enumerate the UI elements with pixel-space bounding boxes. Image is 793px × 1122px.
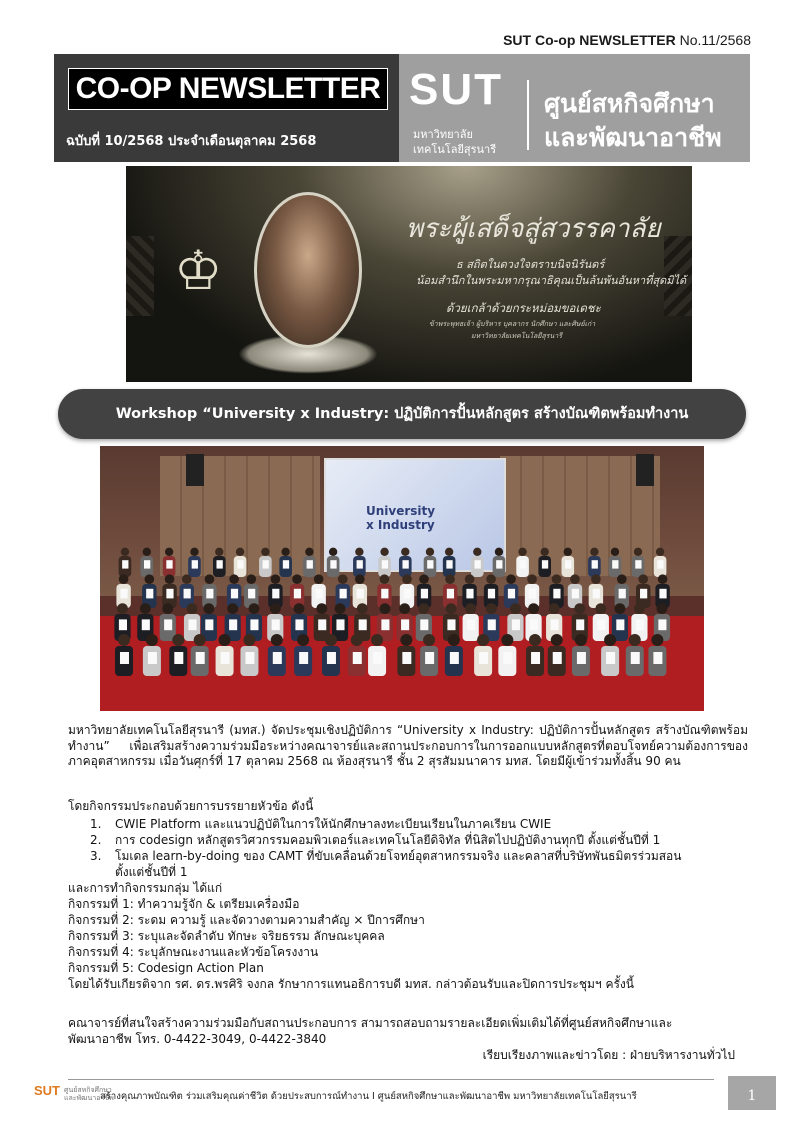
participant-head <box>518 548 526 556</box>
university-name-line2: เทคโนโลยีสุรนารี <box>413 143 497 156</box>
participant-paper <box>221 652 230 664</box>
activity-item: กิจกรรมที่ 4: ระบุลักษณะงานและหัวข้อโครงงาน <box>68 945 319 959</box>
banner-divider <box>527 80 529 150</box>
participant-head <box>617 574 627 584</box>
participant-head <box>355 548 363 556</box>
participant-head <box>552 574 562 584</box>
participant-paper <box>307 560 313 568</box>
memorial-line1: ธ สถิตในดวงใจตราบนิจนิรันดร์ <box>456 258 605 271</box>
participant-head <box>495 548 503 556</box>
participant-paper <box>606 652 615 664</box>
participant-paper <box>512 619 520 630</box>
participant-paper <box>636 619 644 630</box>
participant-paper <box>653 652 662 664</box>
participant-paper <box>488 619 496 630</box>
footer-divider <box>68 1079 714 1080</box>
participant-paper <box>357 560 363 568</box>
participant-head <box>445 574 455 584</box>
participant-paper <box>237 560 243 568</box>
participant-paper <box>529 589 536 599</box>
participant-head <box>140 603 151 614</box>
participant-paper <box>542 560 548 568</box>
participant-paper <box>120 652 129 664</box>
header-banner <box>54 54 750 162</box>
participant-head <box>575 634 587 646</box>
activities-intro: และการทำกิจกรรมกลุ่ม ได้แก่ <box>68 881 223 895</box>
memorial-line4: ข้าพระพุทธเจ้า ผู้บริหาร บุคลากร นักศึกษา และศิษย์เก่า <box>429 320 596 328</box>
participant-head <box>329 548 337 556</box>
participant-head <box>486 574 496 584</box>
participant-paper <box>592 560 598 568</box>
participant-head <box>316 603 327 614</box>
participant-paper <box>467 619 475 630</box>
participant-head <box>448 634 460 646</box>
participant-paper <box>144 560 150 568</box>
participant-paper <box>640 589 647 599</box>
participant-paper <box>283 560 289 568</box>
participant-paper <box>447 589 454 599</box>
participant-head <box>445 548 453 556</box>
participant-paper <box>404 589 411 599</box>
participant-head <box>418 603 429 614</box>
participant-paper <box>166 560 172 568</box>
participant-paper <box>330 560 336 568</box>
participant-paper <box>188 619 196 630</box>
participant-paper <box>447 619 455 630</box>
participant-head <box>236 548 244 556</box>
participant-head <box>549 603 560 614</box>
participant-head <box>146 634 158 646</box>
participant-head <box>119 574 129 584</box>
participant-head <box>401 548 409 556</box>
participant-head <box>528 603 539 614</box>
participant-paper <box>359 619 367 630</box>
screen-title-line1: University <box>366 504 436 518</box>
participant-paper <box>142 619 150 630</box>
participant-head <box>604 634 616 646</box>
participant-paper <box>616 619 624 630</box>
participant-head <box>426 548 434 556</box>
participant-paper <box>446 560 452 568</box>
news-credit: เรียบเรียงภาพและข่าวโดย : ฝ่ายบริหารงานทั่วไป <box>482 1048 735 1062</box>
participant-head <box>529 634 541 646</box>
participant-head <box>357 603 368 614</box>
participant-head <box>634 603 645 614</box>
participant-paper <box>336 619 344 630</box>
participant-head <box>351 634 363 646</box>
newsletter-label: SUT Co-op NEWSLETTER <box>503 32 676 48</box>
participant-paper <box>402 652 411 664</box>
participant-paper <box>327 652 336 664</box>
topic-item: CWIE Platform และแนวปฏิบัติในการให้นักศึกษาลงทะเบียนเรียนในภาคเรียน CWIE <box>115 817 552 831</box>
participant-paper <box>401 619 409 630</box>
participant-head <box>371 634 383 646</box>
participant-head <box>187 603 198 614</box>
participant-head <box>477 634 489 646</box>
participant-head <box>121 548 129 556</box>
participant-paper <box>612 560 618 568</box>
participant-paper <box>520 560 526 568</box>
participant-paper <box>479 652 488 664</box>
center-name-line1: ศูนย์สหกิจศึกษา <box>544 89 715 118</box>
participant-paper <box>164 619 172 630</box>
participant-head <box>629 634 641 646</box>
participant-paper <box>577 652 586 664</box>
banner-left-panel <box>54 54 399 162</box>
royal-portrait <box>254 192 362 348</box>
participant-head <box>203 603 214 614</box>
screen-title-line2: x Industry <box>366 518 435 532</box>
issue-line: ฉบับที่ 10/2568 ประจำเดือนตุลาคม 2568 <box>66 134 317 149</box>
participant-head <box>651 634 663 646</box>
participant-paper <box>631 652 640 664</box>
participant-paper <box>245 652 254 664</box>
participant-paper <box>294 589 301 599</box>
participant-head <box>506 574 516 584</box>
participant-head <box>338 574 348 584</box>
participant-head <box>419 574 429 584</box>
participant-head <box>473 548 481 556</box>
topic-item: การ codesign หลักสูตรวิศวกรรมคอมพิวเตอร์และเทคโนโลยีดิจิทัล ที่นิสิตไปปฏิบัติงานทุกปี ตั้งแต่ชั้นปีที่ 1 <box>115 833 661 847</box>
participant-paper <box>263 560 269 568</box>
participant-head <box>297 634 309 646</box>
newsletter-number-label <box>503 32 751 48</box>
participant-paper <box>553 589 560 599</box>
topic-item: โมเดล learn-by-doing ของ CAMT ที่ขับเคลื่อนด้วยโจทย์อุตสาหกรรมจริง และคลาสที่บริษัทพันธมิตรร่วมสอน <box>115 849 682 863</box>
participant-paper <box>273 652 282 664</box>
group-photo <box>100 446 704 711</box>
crowd-of-participants <box>110 526 694 684</box>
participant-paper <box>184 589 191 599</box>
participant-paper <box>166 589 173 599</box>
participant-paper <box>122 560 128 568</box>
participant-head <box>172 634 184 646</box>
memorial-line5: มหาวิทยาลัยเทคโนโลยีสุรนารี <box>471 332 563 340</box>
royal-emblem-icon: ♔ <box>174 239 223 302</box>
participant-head <box>590 548 598 556</box>
participant-paper <box>503 652 512 664</box>
activity-item: กิจกรรมที่ 3: ระบุและจัดลำดับ ทักษะ จริยธรรม ลักษณะบุคคล <box>68 929 385 943</box>
participant-head <box>335 603 346 614</box>
participant-head <box>118 634 130 646</box>
participant-head <box>292 574 302 584</box>
participant-paper <box>593 589 600 599</box>
decorative-pattern-left <box>126 236 154 316</box>
participant-head <box>614 603 625 614</box>
participant-head <box>591 574 601 584</box>
participant-paper <box>450 652 459 664</box>
participant-paper <box>382 560 388 568</box>
participant-head <box>219 634 231 646</box>
participant-head <box>205 574 215 584</box>
participant-paper <box>466 589 473 599</box>
participant-head <box>380 574 390 584</box>
participant-paper <box>659 589 666 599</box>
participant-head <box>246 574 256 584</box>
participant-head <box>194 634 206 646</box>
participant-paper <box>295 619 303 630</box>
participant-paper <box>427 560 433 568</box>
participant-paper <box>425 652 434 664</box>
topic-number: 3. <box>90 849 102 863</box>
participant-head <box>243 634 255 646</box>
memorial-line3: ด้วยเกล้าด้วยกระหม่อมขอเดชะ <box>446 301 601 315</box>
participant-head <box>355 574 365 584</box>
participant-head <box>402 574 412 584</box>
participant-head <box>190 548 198 556</box>
participant-head <box>294 603 305 614</box>
participant-paper <box>318 619 326 630</box>
participant-head <box>325 634 337 646</box>
topic-item-continued: ตั้งแต่ชั้นปีที่ 1 <box>115 865 188 879</box>
participant-head <box>551 634 563 646</box>
participant-paper <box>272 619 280 630</box>
participant-head <box>380 548 388 556</box>
participant-head <box>400 634 412 646</box>
participant-head <box>261 548 269 556</box>
participant-paper <box>381 619 389 630</box>
participant-head <box>465 574 475 584</box>
participant-head <box>465 603 476 614</box>
activity-item: กิจกรรมที่ 2: ระดม ความรู้ และจัดวางตามความสำคัญ × ปีการศึกษา <box>68 913 425 927</box>
participant-head <box>162 603 173 614</box>
participant-head <box>638 574 648 584</box>
participant-paper <box>658 619 666 630</box>
participant-head <box>270 603 281 614</box>
workshop-title: Workshop “University x Industry: ปฏิบัติการปั้นหลักสูตร สร้างบัณฑิตพร้อมทำงาน <box>58 389 746 439</box>
participant-paper <box>148 652 157 664</box>
participant-head <box>574 603 585 614</box>
participant-paper <box>174 652 183 664</box>
participant-paper <box>553 652 562 664</box>
participant-head <box>305 548 313 556</box>
participant-paper <box>299 652 308 664</box>
participant-head <box>229 574 239 584</box>
participant-head <box>182 574 192 584</box>
footer-logo-subtitle: ศูนย์สหกิจศึกษาและพัฒนาอาชีพ <box>64 1086 114 1102</box>
participant-head <box>145 574 155 584</box>
memorial-line2: น้อมสำนึกในพระมหากรุณาธิคุณเป็นล้นพ้นอันหาที่สุดมิได้ <box>416 274 687 287</box>
participant-paper <box>597 619 605 630</box>
participant-paper <box>119 619 127 630</box>
participant-paper <box>572 589 579 599</box>
participant-paper <box>216 560 222 568</box>
participant-head <box>541 548 549 556</box>
memorial-image <box>126 166 692 382</box>
sut-logo: SUT <box>409 65 503 114</box>
newsletter-number: No.11/2568 <box>679 32 751 48</box>
participant-head <box>165 574 175 584</box>
participant-head <box>423 634 435 646</box>
participant-paper <box>340 589 347 599</box>
participant-paper <box>120 589 127 599</box>
participant-paper <box>206 589 213 599</box>
participant-head <box>215 548 223 556</box>
participant-head <box>657 603 668 614</box>
activity-item: กิจกรรมที่ 1: ทำความรู้จัก & เตรียมเครื่องมือ <box>68 897 300 911</box>
participant-head <box>249 603 260 614</box>
closing-sentence: โดยได้รับเกียรติจาก รศ. ดร.พรศิริ จงกล รักษาการแทนอธิการบดี มทส. กล่าวต้อนรับและปิดการประชุมฯ ครั้งนี้ <box>68 977 634 991</box>
participant-paper <box>402 560 408 568</box>
page-number: 1 <box>728 1076 776 1110</box>
participant-paper <box>657 560 663 568</box>
participant-head <box>117 603 128 614</box>
participant-paper <box>576 619 584 630</box>
contact-line2: พัฒนาอาชีพ โทร. 0-4422-3049, 0-4422-3840 <box>68 1032 327 1046</box>
participant-head <box>501 634 513 646</box>
participant-head <box>380 603 391 614</box>
banner-title: CO-OP NEWSLETTER <box>68 68 388 110</box>
banner-right-panel <box>399 54 750 162</box>
participant-head <box>527 574 537 584</box>
participant-paper <box>420 619 428 630</box>
participant-head <box>165 548 173 556</box>
participant-head <box>446 603 457 614</box>
participant-paper <box>248 589 255 599</box>
participant-paper <box>508 589 515 599</box>
participant-head <box>314 574 324 584</box>
participant-paper <box>530 619 538 630</box>
participant-head <box>634 548 642 556</box>
participant-paper <box>381 589 388 599</box>
participant-paper <box>272 589 279 599</box>
participant-paper <box>205 619 213 630</box>
participant-paper <box>231 589 238 599</box>
participant-paper <box>531 652 540 664</box>
participant-head <box>281 548 289 556</box>
participant-head <box>656 548 664 556</box>
participant-head <box>570 574 580 584</box>
participant-paper <box>373 652 382 664</box>
participant-head <box>564 548 572 556</box>
participant-paper <box>619 589 626 599</box>
topic-number: 2. <box>90 833 102 847</box>
contact-line1: คณาจารย์ที่สนใจสร้างความร่วมมือกับสถานประกอบการ สามารถสอบถามรายละเอียดเพิ่มเติมได้ที่ศูนย์สหกิจศึกษาและ <box>68 1016 673 1030</box>
participant-paper <box>496 560 502 568</box>
speaker-right <box>636 454 654 486</box>
participant-paper <box>551 619 559 630</box>
participant-paper <box>146 589 153 599</box>
participant-head <box>486 603 497 614</box>
participant-paper <box>250 619 258 630</box>
participant-head <box>271 574 281 584</box>
participant-head <box>143 548 151 556</box>
participant-head <box>611 548 619 556</box>
participant-paper <box>192 560 198 568</box>
participant-paper <box>357 589 364 599</box>
participant-head <box>271 634 283 646</box>
memorial-title: พระผู้เสด็จสู่สวรรคาลัย <box>406 214 661 244</box>
participant-paper <box>565 560 571 568</box>
activity-item: กิจกรรมที่ 5: Codesign Action Plan <box>68 961 264 975</box>
participant-head <box>510 603 521 614</box>
footer-sut-logo: SUT <box>34 1083 60 1098</box>
footer-tagline: สร้างคุณภาพบัณฑิต ร่วมเสริมคุณค่าชีวิต ด้วยประสบการณ์ทำงาน I ศูนย์สหกิจศึกษาและพัฒนาอาชีพ มหาวิทยาลัยเทคโนโลยีสุรนารี <box>100 1091 637 1102</box>
participant-paper <box>635 560 641 568</box>
topic-number: 1. <box>90 817 102 831</box>
participant-paper <box>488 589 495 599</box>
participant-head <box>595 603 606 614</box>
center-name-line2: และพัฒนาอาชีพ <box>544 123 722 152</box>
participant-paper <box>421 589 428 599</box>
participant-paper <box>315 589 322 599</box>
participant-head <box>399 603 410 614</box>
participant-head <box>658 574 668 584</box>
speaker-left <box>186 454 204 486</box>
participant-paper <box>475 560 481 568</box>
topics-intro: โดยกิจกรรมประกอบด้วยการบรรยายหัวข้อ ดังนี้ <box>68 799 314 813</box>
participant-paper <box>353 652 362 664</box>
participant-paper <box>229 619 237 630</box>
intro-paragraph: มหาวิทยาลัยเทคโนโลยีสุรนารี (มทส.) จัดประชุมเชิงปฏิบัติการ “University x Industry: ปฏิบัติการปั้นหลักสูตร สร้างบัณฑิตพร้อมทำงาน” เพื่อเสริมสร้างความร่วมมือระหว่างคณาจารย์และสถานประกอบการในการออกแบบหลักสูตรที่ตอบโจทย์ความต้องการของภาคอุตสาหกรรม เมื่อวันศุกร์ที่ 17 ตุลาคม 2568 ณ ห้องสุรนารี ชั้น 2 สุรสัมมนาคาร มทส. โดยมีผู้เข้าร่วมทั้งสิ้น 90 คน <box>68 723 748 768</box>
university-name-line1: มหาวิทยาลัย <box>413 128 473 141</box>
participant-paper <box>196 652 205 664</box>
participant-head <box>227 603 238 614</box>
